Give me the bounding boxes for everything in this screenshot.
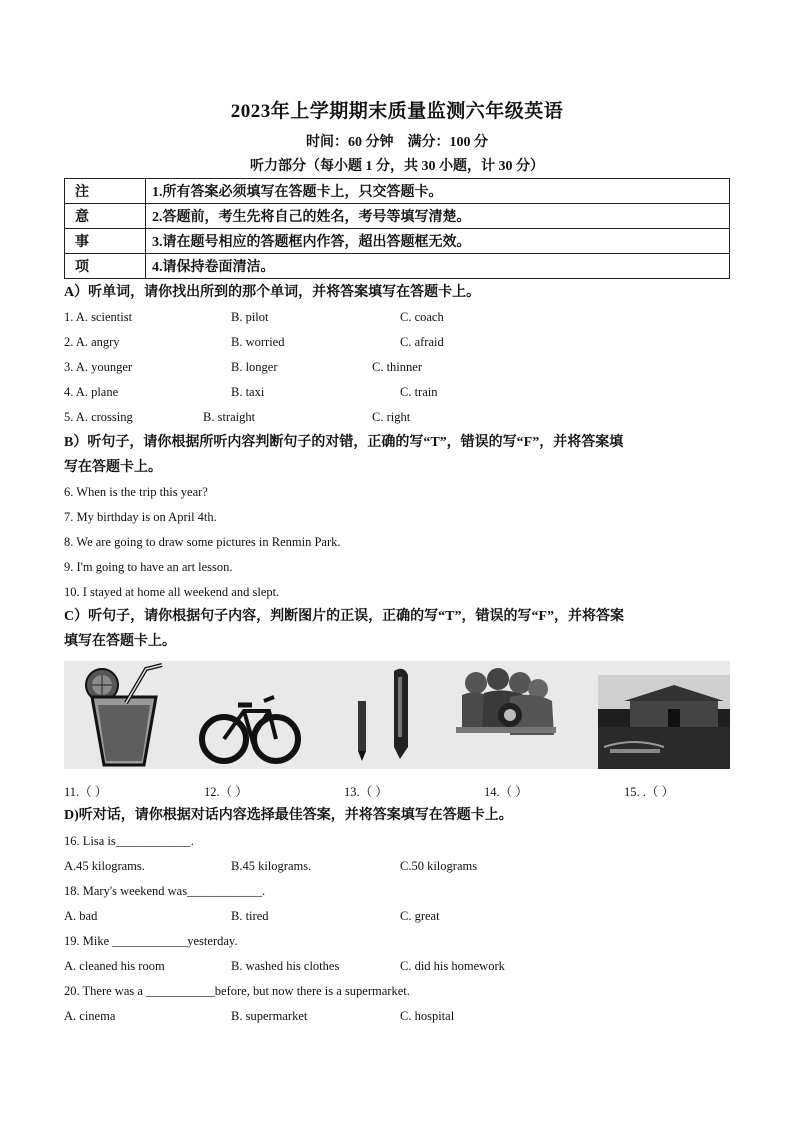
q18-option-c: C. great [400,909,440,923]
q16-option-b: B.45 kilograms. [231,859,312,873]
q3-option-b: B. longer [231,360,278,374]
sentence-7: 7. My birthday is on April 4th. [64,510,217,524]
notice-rule: 4.请保持卷面清洁。 [146,254,730,279]
blank-13[interactable]: 13.（ ） [344,785,388,799]
exam-time-score: 时间：60 分钟 满分：100 分 [306,135,488,150]
q20-option-b: B. supermarket [231,1009,308,1023]
notice-table [64,178,730,279]
q5-option-b: B. straight [203,410,256,424]
q2-option-c: C. afraid [400,335,444,349]
notice-rule: 2.答题前，考生先将自己的姓名，考号等填写清楚。 [146,204,730,229]
q4-option-c: C. train [400,385,438,399]
notice-rule: 3.请在题号相应的答题框内作答，超出答题框无效。 [146,229,730,254]
q3-option-c: C. thinner [372,360,422,374]
building-photo-icon [598,675,730,769]
exam-title: 2023年上学期期末质量监测六年级英语 [230,101,564,122]
section-b-instruction-line2: 写在答题卡上。 [64,460,162,475]
q16-stem: 16. Lisa is____________. [64,834,194,848]
q18-stem: 18. Mary's weekend was____________. [64,884,266,898]
blank-14[interactable]: 14.（ ） [484,785,528,799]
q16-option-a: A.45 kilograms. [64,859,145,873]
notice-rule: 1.所有答案必须填写在答题卡上，只交答题卡。 [146,179,730,204]
listening-part-heading: 听力部分（每小题 1 分，共 30 小题，计 30 分） [250,159,544,174]
q20-option-a: A. cinema [64,1009,116,1023]
sentence-8: 8. We are going to draw some pictures in Renmin Park. [64,535,341,549]
sentence-6: 6. When is the trip this year? [64,485,208,499]
section-b-instruction-line1: B）听句子，请你根据所听内容判断句子的对错，正确的写“T”，错误的写“F”，并将答案填 [64,435,624,450]
section-d-instruction: D)听对话，请你根据对话内容选择最佳答案，并将答案填写在答题卡上。 [64,808,513,823]
q19-stem: 19. Mike ____________yesterday. [64,934,238,948]
q1-option-b: B. pilot [231,310,269,324]
q19-option-b: B. washed his clothes [231,959,340,973]
blank-12[interactable]: 12.（ ） [204,785,248,799]
notice-label: 事 [65,229,146,254]
q20-stem: 20. There was a ___________before, but now there is a supermarket. [64,984,410,998]
picture-strip-drawing [64,661,730,769]
sentence-9: 9. I'm going to have an art lesson. [64,560,233,574]
q1-option-c: C. coach [400,310,444,324]
section-c-instruction-line2: 填写在答题卡上。 [64,634,176,649]
q20-option-c: C. hospital [400,1009,455,1023]
q5-option-a: 5. A. crossing [64,410,133,424]
section-b-instruction [64,430,736,480]
q4-option-b: B. taxi [231,385,265,399]
q19-option-a: A. cleaned his room [64,959,165,973]
q1-option-a: 1. A. scientist [64,310,133,324]
q18-option-a: A. bad [64,909,98,923]
q3-option-a: 3. A. younger [64,360,133,374]
sentence-10: 10. I stayed at home all weekend and slept. [64,585,280,599]
section-a-instruction: A）听单词，请你找出所到的那个单词，并将答案填写在答题卡上。 [64,285,481,300]
q2-option-b: B. worried [231,335,285,349]
q2-option-a: 2. A. angry [64,335,120,349]
section-c-instruction-line1: C）听句子，请你根据句子内容，判断图片的正误，正确的写“T”，错误的写“F”，并将答案 [64,609,624,624]
q19-option-c: C. did his homework [400,959,505,973]
blank-15[interactable]: 15. .（ ） [624,785,675,799]
q5-option-c: C. right [372,410,411,424]
notice-label: 注 [65,179,146,204]
q4-option-a: 4. A. plane [64,385,119,399]
section-c-instruction [64,604,736,654]
notice-label: 意 [65,204,146,229]
picture-strip [64,661,730,769]
q18-option-b: B. tired [231,909,269,923]
q16-option-c: C.50 kilograms [400,859,478,873]
blank-11[interactable]: 11.（ ） [64,785,108,799]
notice-label: 项 [65,254,146,279]
